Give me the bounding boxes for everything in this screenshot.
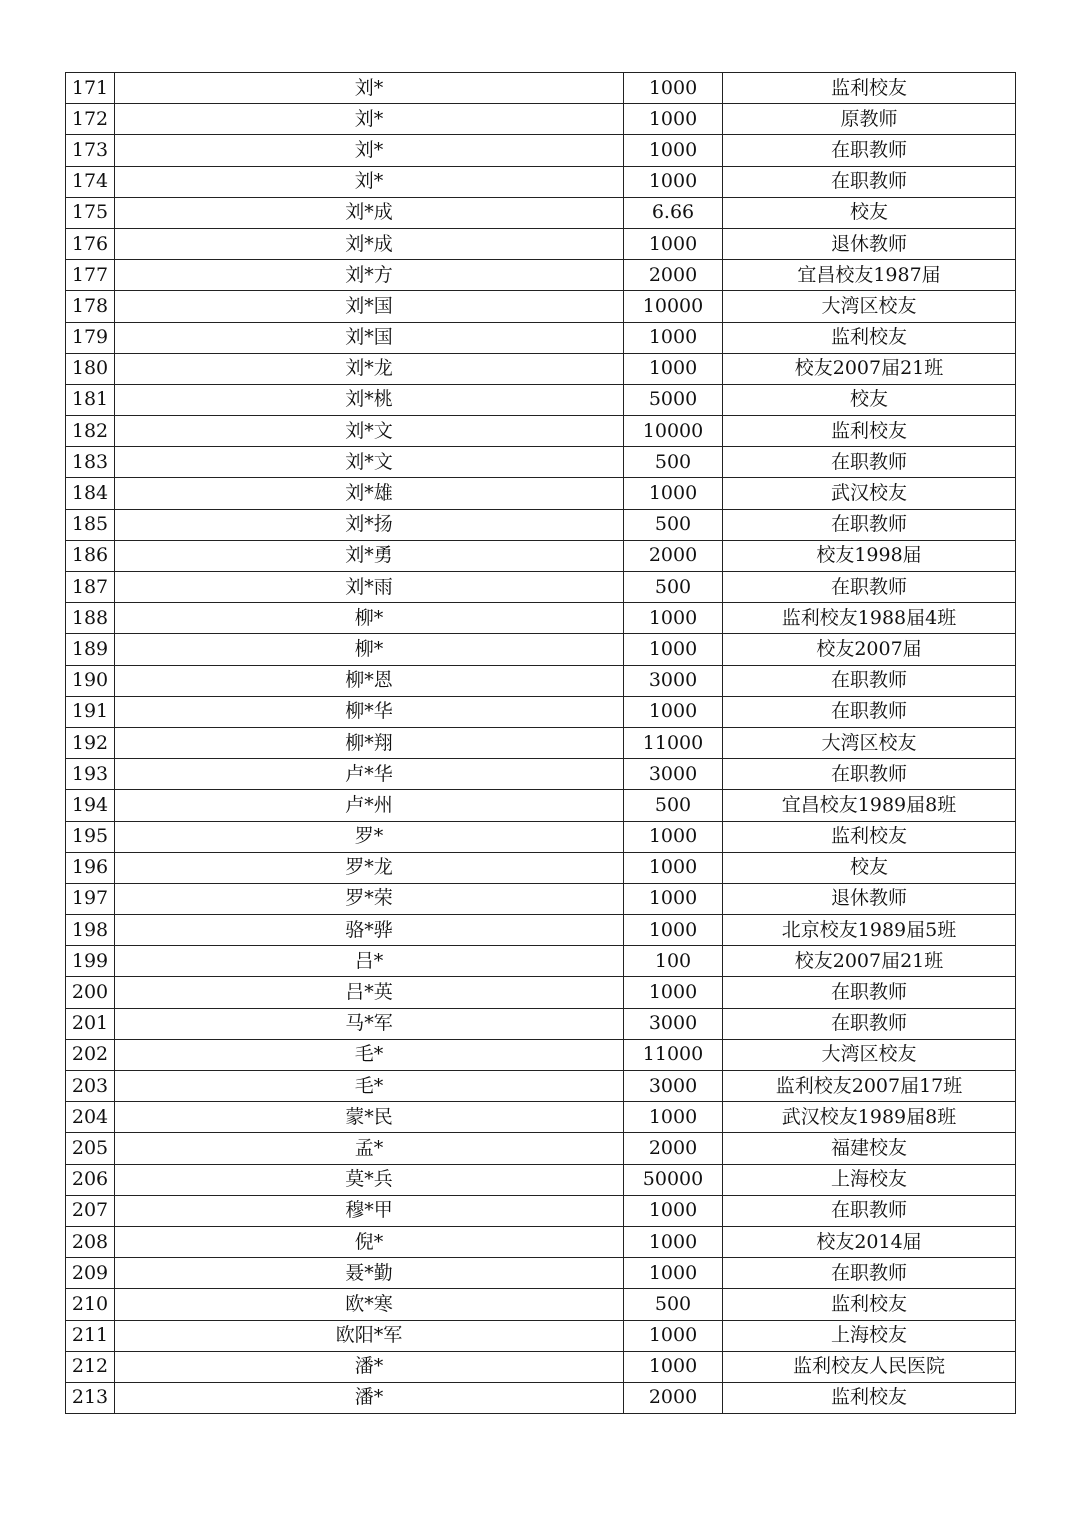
row-number-cell: 194 bbox=[66, 790, 115, 821]
row-number-cell: 180 bbox=[66, 353, 115, 384]
table-row bbox=[66, 790, 1016, 821]
donor-name-cell: 刘*雨 bbox=[115, 572, 624, 603]
donor-remark-cell: 在职教师 bbox=[723, 1195, 1016, 1226]
row-number-cell: 205 bbox=[66, 1133, 115, 1164]
table-row bbox=[66, 1351, 1016, 1382]
row-number-cell: 203 bbox=[66, 1071, 115, 1102]
donor-remark-cell: 在职教师 bbox=[723, 509, 1016, 540]
donor-table bbox=[65, 72, 1016, 1414]
donation-amount-cell: 100 bbox=[624, 946, 723, 977]
donation-amount-cell: 1000 bbox=[624, 1351, 723, 1382]
row-number-cell: 210 bbox=[66, 1289, 115, 1320]
donation-amount-cell: 2000 bbox=[624, 1382, 723, 1413]
donor-remark-cell: 监利校友1988届4班 bbox=[723, 603, 1016, 634]
donor-name-cell: 刘* bbox=[115, 73, 624, 104]
donor-name-cell: 聂*勤 bbox=[115, 1258, 624, 1289]
donation-amount-cell: 1000 bbox=[624, 634, 723, 665]
donor-name-cell: 穆*甲 bbox=[115, 1195, 624, 1226]
table-row bbox=[66, 291, 1016, 322]
table-row bbox=[66, 1320, 1016, 1351]
donor-remark-cell: 大湾区校友 bbox=[723, 291, 1016, 322]
donation-amount-cell: 5000 bbox=[624, 384, 723, 415]
table-row bbox=[66, 1039, 1016, 1070]
donor-name-cell: 莫*兵 bbox=[115, 1164, 624, 1195]
donation-amount-cell: 1000 bbox=[624, 322, 723, 353]
table-row bbox=[66, 384, 1016, 415]
donor-remark-cell: 监利校友 bbox=[723, 73, 1016, 104]
table-row bbox=[66, 852, 1016, 883]
row-number-cell: 207 bbox=[66, 1195, 115, 1226]
donation-amount-cell: 2000 bbox=[624, 540, 723, 571]
donor-name-cell: 倪* bbox=[115, 1226, 624, 1257]
donor-remark-cell: 退休教师 bbox=[723, 228, 1016, 259]
donation-amount-cell: 10000 bbox=[624, 416, 723, 447]
donation-amount-cell: 1000 bbox=[624, 883, 723, 914]
donor-name-cell: 蒙*民 bbox=[115, 1102, 624, 1133]
donor-remark-cell: 大湾区校友 bbox=[723, 727, 1016, 758]
donor-name-cell: 柳* bbox=[115, 634, 624, 665]
table-row bbox=[66, 977, 1016, 1008]
donor-remark-cell: 在职教师 bbox=[723, 665, 1016, 696]
donor-name-cell: 刘*扬 bbox=[115, 509, 624, 540]
donor-name-cell: 刘*文 bbox=[115, 447, 624, 478]
donor-table-body bbox=[66, 73, 1016, 1414]
table-row bbox=[66, 1071, 1016, 1102]
table-row bbox=[66, 135, 1016, 166]
donation-amount-cell: 10000 bbox=[624, 291, 723, 322]
donation-amount-cell: 1000 bbox=[624, 603, 723, 634]
row-number-cell: 174 bbox=[66, 166, 115, 197]
donor-name-cell: 刘*文 bbox=[115, 416, 624, 447]
donor-remark-cell: 监利校友 bbox=[723, 1382, 1016, 1413]
table-row bbox=[66, 416, 1016, 447]
table-row bbox=[66, 260, 1016, 291]
donor-remark-cell: 在职教师 bbox=[723, 572, 1016, 603]
row-number-cell: 182 bbox=[66, 416, 115, 447]
table-row bbox=[66, 1133, 1016, 1164]
donor-name-cell: 孟* bbox=[115, 1133, 624, 1164]
donation-amount-cell: 1000 bbox=[624, 821, 723, 852]
table-row bbox=[66, 883, 1016, 914]
donation-amount-cell: 1000 bbox=[624, 104, 723, 135]
row-number-cell: 200 bbox=[66, 977, 115, 1008]
donation-amount-cell: 3000 bbox=[624, 759, 723, 790]
donor-name-cell: 欧*寒 bbox=[115, 1289, 624, 1320]
donor-name-cell: 吕*英 bbox=[115, 977, 624, 1008]
row-number-cell: 198 bbox=[66, 915, 115, 946]
row-number-cell: 175 bbox=[66, 197, 115, 228]
donation-amount-cell: 11000 bbox=[624, 1039, 723, 1070]
donor-remark-cell: 监利校友 bbox=[723, 1289, 1016, 1320]
row-number-cell: 187 bbox=[66, 572, 115, 603]
donor-name-cell: 潘* bbox=[115, 1382, 624, 1413]
row-number-cell: 199 bbox=[66, 946, 115, 977]
row-number-cell: 189 bbox=[66, 634, 115, 665]
donation-amount-cell: 1000 bbox=[624, 478, 723, 509]
donor-name-cell: 刘*桃 bbox=[115, 384, 624, 415]
row-number-cell: 201 bbox=[66, 1008, 115, 1039]
donor-name-cell: 刘* bbox=[115, 104, 624, 135]
donation-amount-cell: 1000 bbox=[624, 166, 723, 197]
row-number-cell: 202 bbox=[66, 1039, 115, 1070]
row-number-cell: 191 bbox=[66, 696, 115, 727]
donation-amount-cell: 1000 bbox=[624, 73, 723, 104]
donor-remark-cell: 上海校友 bbox=[723, 1320, 1016, 1351]
donation-amount-cell: 3000 bbox=[624, 665, 723, 696]
donor-remark-cell: 在职教师 bbox=[723, 759, 1016, 790]
donor-remark-cell: 在职教师 bbox=[723, 696, 1016, 727]
row-number-cell: 211 bbox=[66, 1320, 115, 1351]
donor-name-cell: 罗*荣 bbox=[115, 883, 624, 914]
table-row bbox=[66, 447, 1016, 478]
donation-amount-cell: 1000 bbox=[624, 228, 723, 259]
table-row bbox=[66, 228, 1016, 259]
donor-name-cell: 刘*龙 bbox=[115, 353, 624, 384]
donor-remark-cell: 在职教师 bbox=[723, 977, 1016, 1008]
table-row bbox=[66, 634, 1016, 665]
row-number-cell: 179 bbox=[66, 322, 115, 353]
table-row bbox=[66, 73, 1016, 104]
donor-name-cell: 柳*恩 bbox=[115, 665, 624, 696]
donor-name-cell: 潘* bbox=[115, 1351, 624, 1382]
donor-name-cell: 柳*华 bbox=[115, 696, 624, 727]
donor-remark-cell: 宜昌校友1989届8班 bbox=[723, 790, 1016, 821]
donor-remark-cell: 校友 bbox=[723, 384, 1016, 415]
donor-remark-cell: 武汉校友1989届8班 bbox=[723, 1102, 1016, 1133]
row-number-cell: 197 bbox=[66, 883, 115, 914]
table-row bbox=[66, 603, 1016, 634]
donor-remark-cell: 上海校友 bbox=[723, 1164, 1016, 1195]
donation-amount-cell: 11000 bbox=[624, 727, 723, 758]
donor-remark-cell: 校友 bbox=[723, 197, 1016, 228]
table-row bbox=[66, 915, 1016, 946]
row-number-cell: 181 bbox=[66, 384, 115, 415]
table-row bbox=[66, 478, 1016, 509]
table-row bbox=[66, 104, 1016, 135]
donation-amount-cell: 500 bbox=[624, 1289, 723, 1320]
row-number-cell: 208 bbox=[66, 1226, 115, 1257]
donor-remark-cell: 退休教师 bbox=[723, 883, 1016, 914]
donation-amount-cell: 1000 bbox=[624, 696, 723, 727]
donor-name-cell: 刘*成 bbox=[115, 197, 624, 228]
table-row bbox=[66, 696, 1016, 727]
table-row bbox=[66, 1008, 1016, 1039]
donor-remark-cell: 校友1998届 bbox=[723, 540, 1016, 571]
donation-amount-cell: 1000 bbox=[624, 1102, 723, 1133]
donor-remark-cell: 北京校友1989届5班 bbox=[723, 915, 1016, 946]
row-number-cell: 209 bbox=[66, 1258, 115, 1289]
row-number-cell: 171 bbox=[66, 73, 115, 104]
donor-remark-cell: 在职教师 bbox=[723, 166, 1016, 197]
donor-remark-cell: 监利校友 bbox=[723, 322, 1016, 353]
row-number-cell: 186 bbox=[66, 540, 115, 571]
row-number-cell: 178 bbox=[66, 291, 115, 322]
table-row bbox=[66, 353, 1016, 384]
row-number-cell: 204 bbox=[66, 1102, 115, 1133]
donor-name-cell: 骆*骅 bbox=[115, 915, 624, 946]
donor-remark-cell: 在职教师 bbox=[723, 135, 1016, 166]
donor-name-cell: 毛* bbox=[115, 1039, 624, 1070]
donor-name-cell: 刘* bbox=[115, 135, 624, 166]
row-number-cell: 188 bbox=[66, 603, 115, 634]
donor-name-cell: 刘*国 bbox=[115, 322, 624, 353]
row-number-cell: 206 bbox=[66, 1164, 115, 1195]
table-row bbox=[66, 665, 1016, 696]
donation-amount-cell: 2000 bbox=[624, 260, 723, 291]
donation-amount-cell: 50000 bbox=[624, 1164, 723, 1195]
table-row bbox=[66, 1382, 1016, 1413]
donation-amount-cell: 2000 bbox=[624, 1133, 723, 1164]
donor-name-cell: 刘*雄 bbox=[115, 478, 624, 509]
donation-amount-cell: 6.66 bbox=[624, 197, 723, 228]
table-row bbox=[66, 540, 1016, 571]
table-row bbox=[66, 322, 1016, 353]
donor-remark-cell: 校友2007届21班 bbox=[723, 353, 1016, 384]
row-number-cell: 176 bbox=[66, 228, 115, 259]
table-row bbox=[66, 509, 1016, 540]
donor-remark-cell: 校友2014届 bbox=[723, 1226, 1016, 1257]
row-number-cell: 192 bbox=[66, 727, 115, 758]
donor-remark-cell: 监利校友2007届17班 bbox=[723, 1071, 1016, 1102]
table-row bbox=[66, 821, 1016, 852]
donor-remark-cell: 监利校友 bbox=[723, 821, 1016, 852]
donor-remark-cell: 校友2007届21班 bbox=[723, 946, 1016, 977]
donation-amount-cell: 1000 bbox=[624, 1320, 723, 1351]
donor-name-cell: 柳* bbox=[115, 603, 624, 634]
row-number-cell: 172 bbox=[66, 104, 115, 135]
donor-remark-cell: 校友2007届 bbox=[723, 634, 1016, 665]
row-number-cell: 183 bbox=[66, 447, 115, 478]
donor-name-cell: 刘*勇 bbox=[115, 540, 624, 571]
donation-amount-cell: 3000 bbox=[624, 1071, 723, 1102]
donor-name-cell: 柳*翔 bbox=[115, 727, 624, 758]
table-row bbox=[66, 166, 1016, 197]
donation-amount-cell: 3000 bbox=[624, 1008, 723, 1039]
row-number-cell: 212 bbox=[66, 1351, 115, 1382]
row-number-cell: 193 bbox=[66, 759, 115, 790]
donor-remark-cell: 在职教师 bbox=[723, 1258, 1016, 1289]
row-number-cell: 195 bbox=[66, 821, 115, 852]
table-row bbox=[66, 572, 1016, 603]
donor-name-cell: 毛* bbox=[115, 1071, 624, 1102]
donor-remark-cell: 大湾区校友 bbox=[723, 1039, 1016, 1070]
donation-amount-cell: 500 bbox=[624, 447, 723, 478]
donor-name-cell: 罗* bbox=[115, 821, 624, 852]
donor-remark-cell: 原教师 bbox=[723, 104, 1016, 135]
donor-remark-cell: 武汉校友 bbox=[723, 478, 1016, 509]
donor-name-cell: 卢*华 bbox=[115, 759, 624, 790]
donor-remark-cell: 福建校友 bbox=[723, 1133, 1016, 1164]
donation-amount-cell: 1000 bbox=[624, 977, 723, 1008]
table-row bbox=[66, 1102, 1016, 1133]
donor-remark-cell: 监利校友 bbox=[723, 416, 1016, 447]
donation-amount-cell: 1000 bbox=[624, 852, 723, 883]
donation-amount-cell: 500 bbox=[624, 790, 723, 821]
donor-name-cell: 刘*成 bbox=[115, 228, 624, 259]
donation-amount-cell: 500 bbox=[624, 572, 723, 603]
table-row bbox=[66, 1258, 1016, 1289]
table-row bbox=[66, 197, 1016, 228]
donor-remark-cell: 在职教师 bbox=[723, 1008, 1016, 1039]
donor-name-cell: 刘*国 bbox=[115, 291, 624, 322]
donation-amount-cell: 1000 bbox=[624, 915, 723, 946]
row-number-cell: 196 bbox=[66, 852, 115, 883]
table-row bbox=[66, 946, 1016, 977]
row-number-cell: 185 bbox=[66, 509, 115, 540]
donor-name-cell: 马*军 bbox=[115, 1008, 624, 1039]
table-row bbox=[66, 1195, 1016, 1226]
table-row bbox=[66, 1289, 1016, 1320]
donor-remark-cell: 在职教师 bbox=[723, 447, 1016, 478]
row-number-cell: 184 bbox=[66, 478, 115, 509]
donation-amount-cell: 1000 bbox=[624, 1195, 723, 1226]
row-number-cell: 173 bbox=[66, 135, 115, 166]
donor-name-cell: 罗*龙 bbox=[115, 852, 624, 883]
donation-amount-cell: 1000 bbox=[624, 1258, 723, 1289]
row-number-cell: 177 bbox=[66, 260, 115, 291]
donor-name-cell: 卢*州 bbox=[115, 790, 624, 821]
table-row bbox=[66, 759, 1016, 790]
donor-remark-cell: 监利校友人民医院 bbox=[723, 1351, 1016, 1382]
row-number-cell: 213 bbox=[66, 1382, 115, 1413]
donation-amount-cell: 1000 bbox=[624, 1226, 723, 1257]
donor-remark-cell: 宜昌校友1987届 bbox=[723, 260, 1016, 291]
table-row bbox=[66, 1226, 1016, 1257]
table-row bbox=[66, 1164, 1016, 1195]
donor-name-cell: 欧阳*军 bbox=[115, 1320, 624, 1351]
donation-amount-cell: 1000 bbox=[624, 135, 723, 166]
table-row bbox=[66, 727, 1016, 758]
donor-name-cell: 刘* bbox=[115, 166, 624, 197]
donation-amount-cell: 500 bbox=[624, 509, 723, 540]
donation-amount-cell: 1000 bbox=[624, 353, 723, 384]
row-number-cell: 190 bbox=[66, 665, 115, 696]
donor-name-cell: 吕* bbox=[115, 946, 624, 977]
donor-name-cell: 刘*方 bbox=[115, 260, 624, 291]
donor-remark-cell: 校友 bbox=[723, 852, 1016, 883]
